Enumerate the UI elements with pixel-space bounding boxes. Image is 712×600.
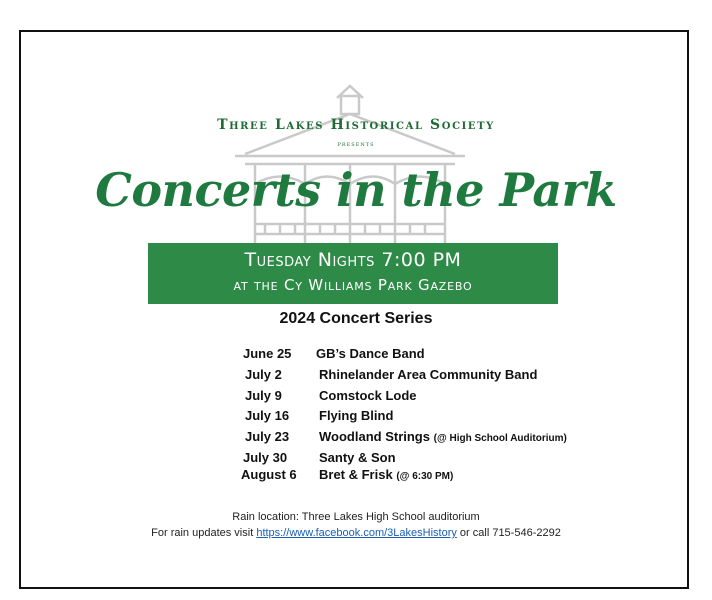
schedule-date: July 2 (245, 367, 282, 382)
schedule-act: Bret & Frisk (319, 467, 393, 482)
presents-label: presents (337, 140, 375, 148)
banner-line-2: at the Cy Williams Park Gazebo (233, 276, 473, 294)
schedule-date: July 9 (245, 388, 282, 403)
schedule-act: Flying Blind (319, 408, 394, 423)
updates-prefix: For rain updates visit (151, 527, 254, 539)
schedule-date: July 16 (245, 408, 290, 423)
schedule-date: August 6 (241, 467, 297, 482)
schedule-act: Comstock Lode (319, 388, 417, 403)
rain-updates-line (0, 527, 712, 539)
schedule-act: Woodland Strings (319, 429, 430, 444)
updates-suffix: or call 715-546-2292 (459, 527, 561, 539)
rain-location: Rain location: Three Lakes High School auditorium (232, 511, 480, 523)
series-title: 2024 Concert Series (279, 310, 433, 327)
schedule-date: July 30 (243, 450, 288, 465)
schedule-act: Rhinelander Area Community Band (319, 367, 538, 382)
schedule-date: June 25 (243, 346, 292, 361)
schedule-note: (@ High School Auditorium) (433, 433, 567, 444)
organization-name: Three Lakes Historical Society (217, 117, 495, 133)
time-banner (148, 243, 558, 304)
schedule-act: Santy & Son (319, 450, 396, 465)
poster-title: Concerts in the Park (95, 163, 617, 217)
schedule-date: July 23 (245, 429, 290, 444)
banner-line-1: Tuesday Nights 7:00 PM (244, 249, 462, 271)
schedule-act: GB’s Dance Band (316, 346, 425, 361)
facebook-link[interactable]: https://www.facebook.com/3LakesHistory (256, 527, 457, 539)
schedule-note: (@ 6:30 PM) (396, 471, 454, 482)
